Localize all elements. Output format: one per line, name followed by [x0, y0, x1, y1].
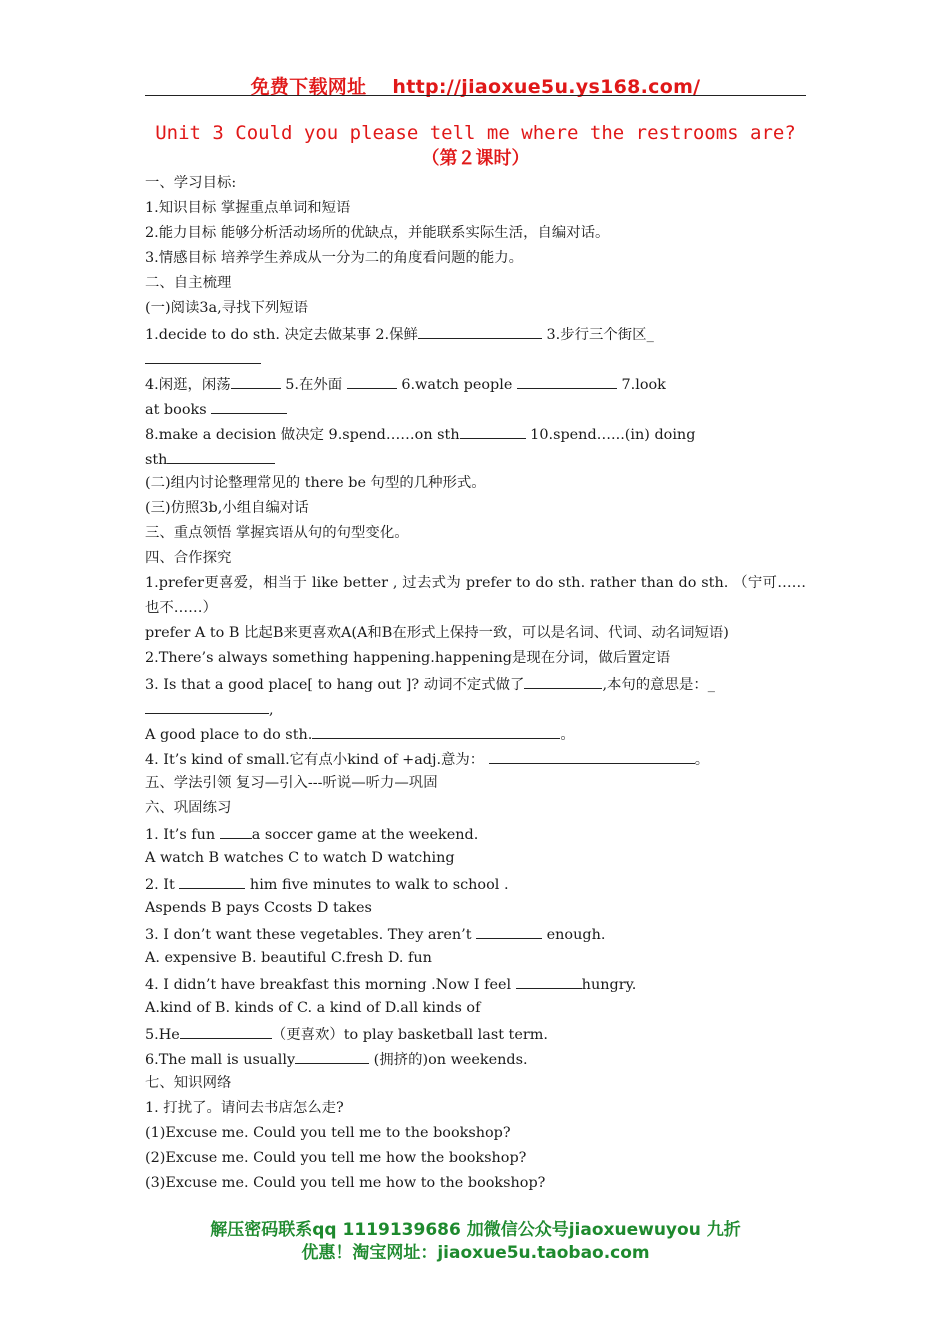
text-line: 1.知识目标 掌握重点单词和短语 [145, 200, 351, 216]
text-line: (一)阅读3a,寻找下列短语 [145, 300, 309, 316]
text-line: (1)Excuse me. Could you tell me to the bookshop? [145, 1125, 511, 1141]
text-run: 6.watch people [396, 377, 517, 393]
text-run: 1.decide to do sth. 决定去做某事 2.保鲜 [145, 327, 418, 343]
title-line-2: （第２课时） [421, 148, 530, 169]
text-line: 2.There’s always something happening.happening是现在分词，做后置定语 [145, 650, 671, 666]
text-run: enough. [542, 927, 606, 943]
text-run: 1. It’s fun [145, 827, 220, 843]
options-line: A. expensive B. beautiful C.fresh D. fun [145, 950, 432, 966]
text-line: 2.能力目标 能够分析活动场所的优缺点，并能联系实际生活，自编对话。 [145, 225, 610, 241]
section-heading: 一、学习目标: [145, 175, 237, 191]
text-line [145, 421, 806, 446]
text-line [145, 321, 806, 346]
text-line: 1. 打扰了。请问去书店怎么走? [145, 1100, 344, 1116]
blank-line [418, 321, 542, 339]
section-heading: 三、重点领悟 掌握宾语从句的句型变化。 [145, 525, 409, 541]
text-run: 6.The mall is usually [145, 1052, 296, 1068]
section-heading: 七、知识网络 [145, 1075, 232, 1091]
section-heading: 四、合作探究 [145, 550, 232, 566]
text-run: ,本句的意思是：_ [602, 677, 715, 693]
text-run: 。 [694, 752, 710, 768]
options-line: A.kind of B. kinds of C. a kind of D.all kinds of [145, 1000, 481, 1016]
text-run: 3. Is that a good place[ to hang out ]? 动词不定式做了 [145, 677, 525, 693]
options-line: A watch B watches C to watch D watching [145, 850, 455, 866]
blank-line [179, 871, 245, 889]
footer-line-1: 解压密码联系qq 1119139686 加微信公众号jiaoxuewuyou 九折 [210, 1220, 741, 1240]
text-run: (拥挤的)on weekends. [369, 1052, 528, 1068]
text-line [145, 371, 806, 396]
header-url-link[interactable]: http://jiaoxue5u.ys168.com/ [392, 76, 701, 98]
text-run: sth [145, 452, 168, 468]
text-line [145, 671, 806, 696]
question-line [145, 1021, 806, 1046]
footer-line-2: 优惠！淘宝网址：jiaoxue5u.taobao.com [301, 1243, 650, 1263]
options-line: Aspends B pays Ccosts D takes [145, 900, 372, 916]
text-run: 8.make a decision 做决定 9.spend……on sth [145, 427, 460, 443]
text-run: 3. I don’t want these vegetables. They aren’t [145, 927, 477, 943]
text-line: (2)Excuse me. Could you tell me how the bookshop? [145, 1150, 527, 1166]
text-run: 4. It’s kind of small.它有点小kind of +adj.意为： [145, 752, 489, 768]
text-run: 10.spend…...(in) doing [525, 427, 696, 443]
blank-line [211, 396, 287, 414]
text-run: 2. It [145, 877, 180, 893]
text-line [145, 446, 806, 471]
text-run: 5.He [145, 1027, 180, 1043]
text-run: 5.在外面 [280, 377, 347, 393]
text-line [145, 346, 806, 371]
blank-line [180, 1021, 272, 1039]
title-line-1: Unit 3 Could you please tell me where the restrooms are? [155, 122, 796, 144]
section-heading: 五、学法引领 复习—引入---听说—听力—巩固 [145, 775, 438, 791]
blank-line [516, 971, 582, 989]
blank-line [476, 921, 542, 939]
blank-line [220, 821, 252, 839]
text-line: (三)仿照3b,小组自编对话 [145, 500, 309, 516]
page-footer [145, 1219, 806, 1265]
text-run: 7.look [616, 377, 666, 393]
question-line [145, 921, 806, 946]
text-line: (3)Excuse me. Could you tell me how to the bookshop? [145, 1175, 546, 1191]
section-heading: 二、自主梳理 [145, 275, 232, 291]
section-heading: 六、巩固练习 [145, 800, 232, 816]
document-title [145, 121, 806, 171]
blank-line [145, 346, 261, 364]
text-run: 3.步行三个街区_ [541, 327, 654, 343]
text-run: （更喜欢）to play basketball last term. [271, 1027, 548, 1043]
text-run: hungry. [581, 977, 637, 993]
text-paragraph: 1.prefer更喜爱，相当于 like better , 过去式为 prefer to do sth. rather than do sth. （宁可……也不……） [145, 575, 806, 616]
blank-line [295, 1046, 369, 1064]
blank-line [167, 446, 275, 464]
header-rule [145, 95, 806, 96]
text-line [145, 721, 806, 746]
text-run: A good place to do sth. [145, 727, 313, 743]
blank-line [231, 371, 281, 389]
text-run: , [269, 702, 274, 718]
blank-line [145, 696, 269, 714]
text-paragraph: prefer A to B 比起B来更喜欢A(A和B在形式上保持一致，可以是名词、代词、动名词短语) [145, 625, 729, 641]
blank-line [347, 371, 397, 389]
blank-line [312, 721, 560, 739]
text-run: 4.闲逛，闲荡 [145, 377, 231, 393]
text-run: 4. I didn’t have breakfast this morning .Now I feel [145, 977, 516, 993]
text-line: (二)组内讨论整理常见的 there be 句型的几种形式。 [145, 475, 486, 491]
blank-line [489, 746, 695, 764]
question-line [145, 871, 806, 896]
text-line [145, 696, 806, 721]
text-line: 3.情感目标 培养学生养成从一分为二的角度看问题的能力。 [145, 250, 524, 266]
text-run: 。 [560, 727, 575, 743]
question-line [145, 1046, 806, 1071]
text-line [145, 396, 806, 421]
header-site-label: 免费下载网址 [250, 76, 367, 98]
document-body [145, 171, 806, 1196]
text-run: him five minutes to walk to school . [245, 877, 509, 893]
blank-line [517, 371, 617, 389]
text-run: at books [145, 402, 212, 418]
question-line [145, 971, 806, 996]
question-line [145, 821, 806, 846]
text-line [145, 746, 806, 771]
blank-line [524, 671, 602, 689]
blank-line [460, 421, 526, 439]
text-run: a soccer game at the weekend. [251, 827, 479, 843]
